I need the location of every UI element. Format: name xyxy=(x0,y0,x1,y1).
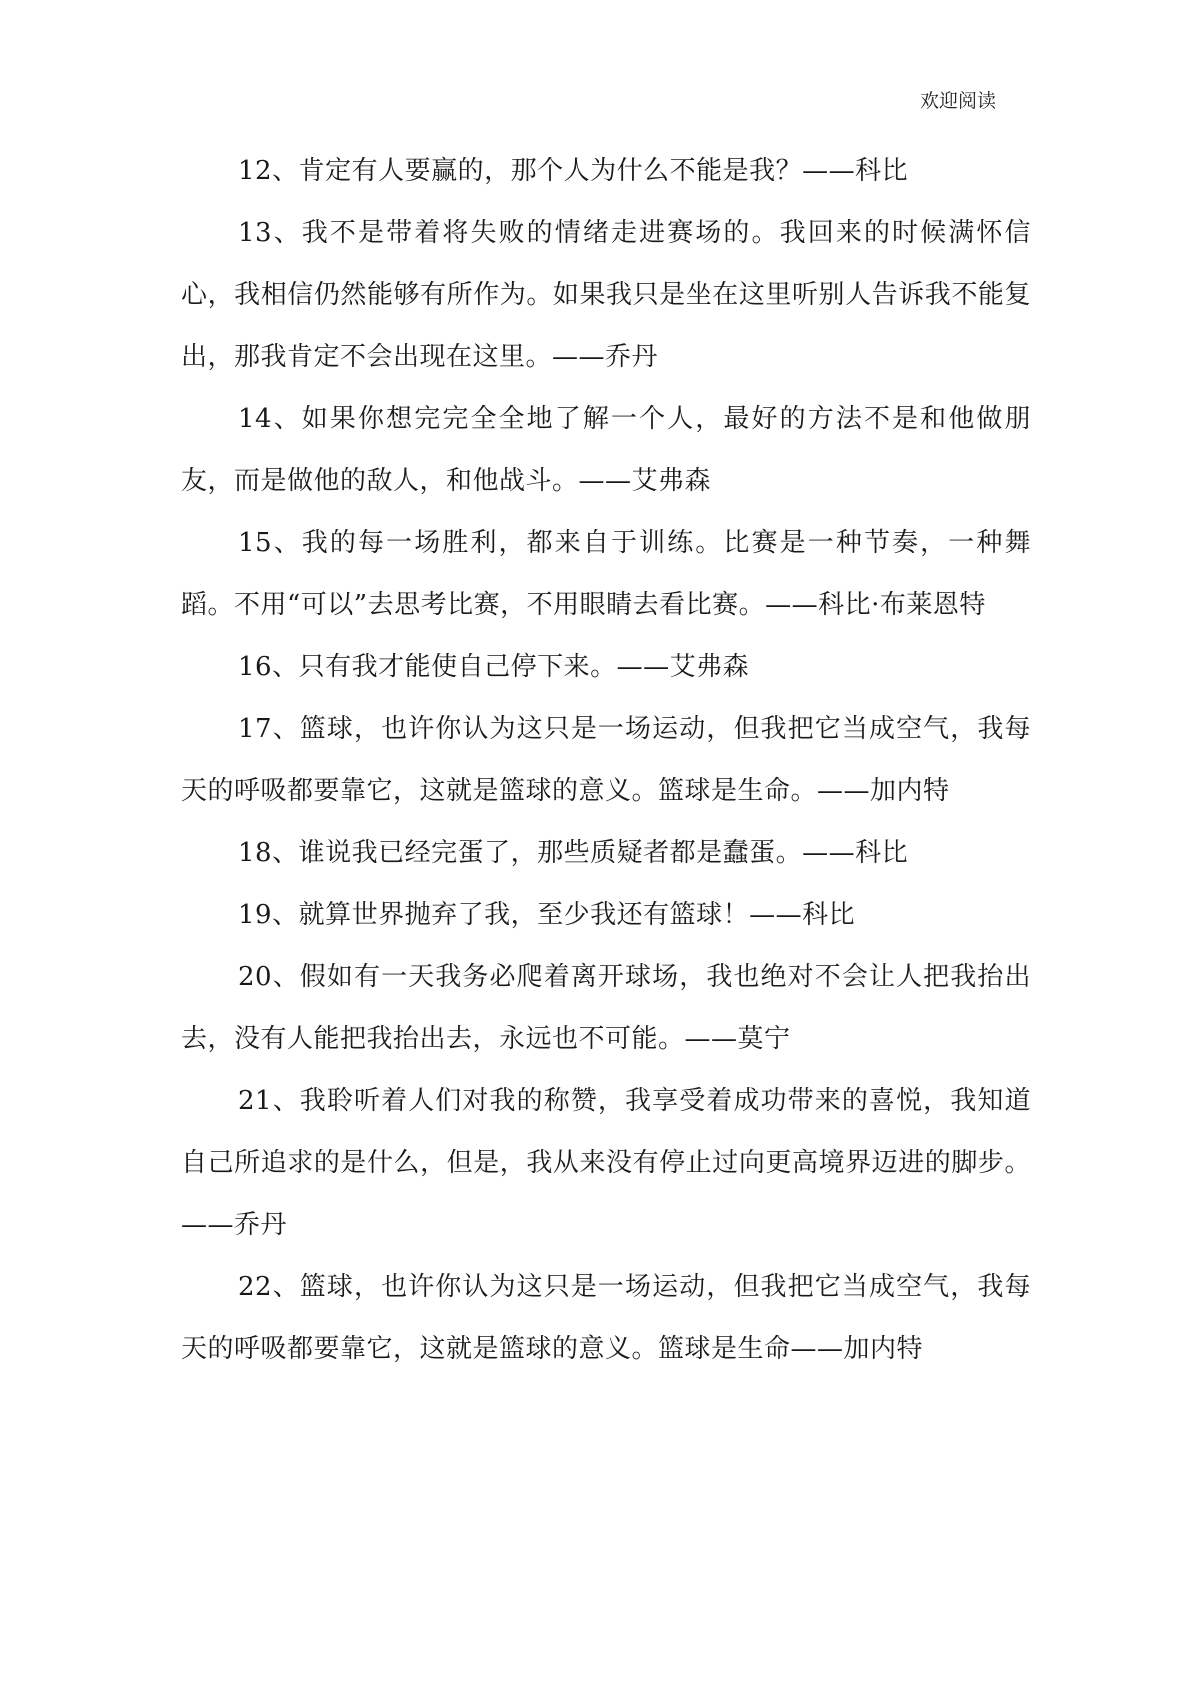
quote-paragraph-20: 20、假如有一天我务必爬着离开球场，我也绝对不会让人把我抬出去，没有人能把我抬出去，永远也不可能。——莫宁 xyxy=(181,962,1031,1054)
quote-paragraph-13: 13、我不是带着将失败的情绪走进赛场的。我回来的时候满怀信心，我相信仍然能够有所作为。如果我只是坐在这里听别人告诉我不能复出，那我肯定不会出现在这里。——乔丹 xyxy=(181,218,1031,372)
quote-paragraph-16: 16、只有我才能使自己停下来。——艾弗森 xyxy=(238,652,750,682)
quote-paragraph-19: 19、就算世界抛弃了我，至少我还有篮球！——科比 xyxy=(238,900,856,930)
quote-paragraph-15: 15、我的每一场胜利，都来自于训练。比赛是一种节奏，一种舞蹈。不用“可以”去思考比赛，不用眼睛去看比赛。——科比·布莱恩特 xyxy=(181,528,1031,620)
quote-paragraph-18: 18、谁说我已经完蛋了，那些质疑者都是蠢蛋。——科比 xyxy=(238,838,909,868)
quote-paragraph-14: 14、如果你想完完全全地了解一个人，最好的方法不是和他做朋友，而是做他的敌人，和他战斗。——艾弗森 xyxy=(181,404,1031,496)
quote-paragraph-12: 12、肯定有人要赢的，那个人为什么不能是我？——科比 xyxy=(238,156,909,186)
quote-paragraph-17: 17、篮球，也许你认为这只是一场运动，但我把它当成空气，我每天的呼吸都要靠它，这就是篮球的意义。篮球是生命。——加内特 xyxy=(181,714,1031,806)
quote-paragraph-22: 22、篮球，也许你认为这只是一场运动，但我把它当成空气，我每天的呼吸都要靠它，这就是篮球的意义。篮球是生命——加内特 xyxy=(181,1272,1031,1364)
quote-paragraph-21: 21、我聆听着人们对我的称赞，我享受着成功带来的喜悦，我知道自己所追求的是什么，但是，我从来没有停止过向更高境界迈进的脚步。——乔丹 xyxy=(181,1086,1031,1240)
quote-list xyxy=(181,140,1031,1380)
page-header: 欢迎阅读 xyxy=(920,90,997,112)
